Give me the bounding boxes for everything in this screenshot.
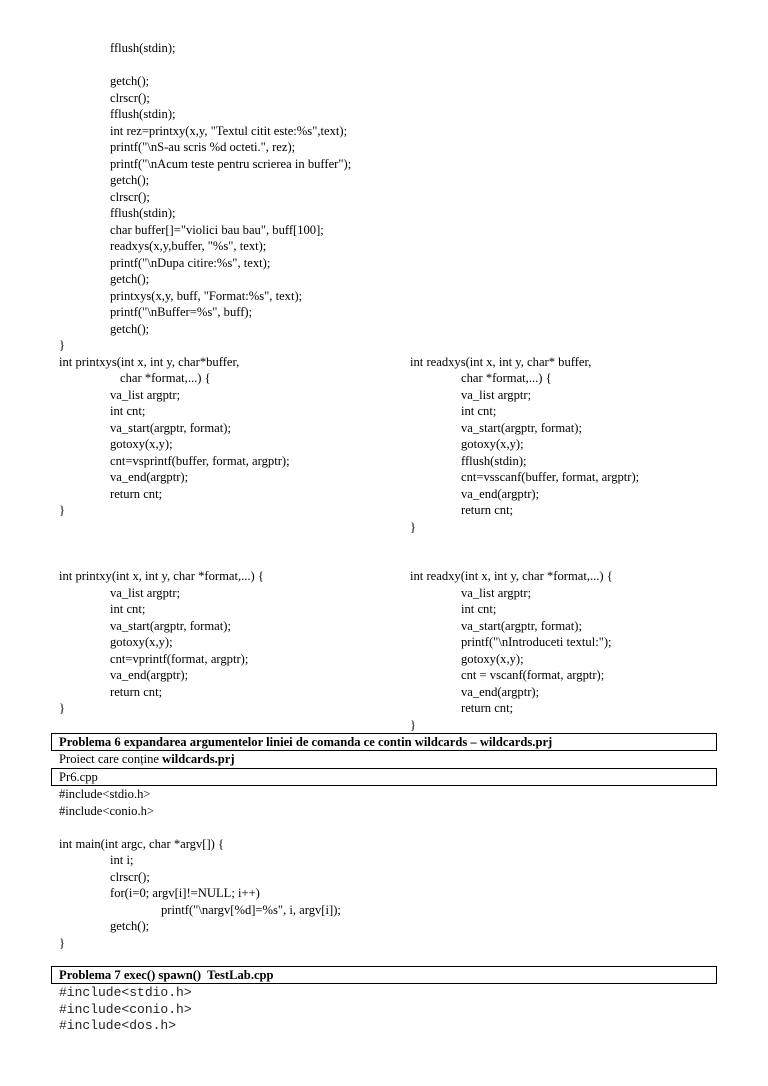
project-note-prefix: Proiect care conține (59, 752, 163, 766)
code-line: printxys(x,y, buff, "Format:%s", text); (110, 288, 303, 303)
closing-brace: } (410, 717, 417, 732)
code-line: for(i=0; argv[i]!=NULL; i++) (110, 886, 260, 900)
code-line: clrscr(); (110, 869, 150, 884)
code-line: #include<stdio.h> (59, 787, 151, 801)
code-line: va_list argptr; (110, 387, 181, 402)
code-line: getch(); (110, 74, 150, 88)
code-line: #include<dos.h> (59, 1018, 177, 1033)
code-line: int cnt; (110, 602, 146, 616)
function-header: int readxy(int x, int y, char *format,...) { (410, 569, 613, 583)
problem-7-title: Problema 7 exec() spawn() TestLab.cpp (59, 968, 274, 982)
code-line: printf("\nAcum teste pentru scrierea in buffer"); (110, 156, 352, 171)
code-line: int cnt; (461, 404, 497, 418)
code-line: int rez=printxy(x,y, "Textul citit este:%s",text); (110, 123, 348, 138)
code-line: int cnt; (110, 404, 146, 418)
problem-7-title-box (51, 966, 717, 984)
code-line: printf("\nBuffer=%s", buff); (110, 305, 253, 319)
code-line: gotoxy(x,y); (110, 635, 173, 649)
function-header: int readxys(int x, int y, char* buffer, (410, 354, 592, 369)
code-line: fflush(stdin); (110, 107, 176, 121)
code-line: va_list argptr; (461, 387, 532, 402)
function-header-cont: char *format,...) { (120, 371, 211, 385)
code-line: gotoxy(x,y); (110, 437, 173, 451)
closing-brace: } (410, 519, 417, 534)
code-line: clrscr(); (110, 90, 150, 105)
code-line: va_start(argptr, format); (110, 618, 231, 633)
code-line: va_end(argptr); (461, 486, 540, 501)
code-line: printf("\nS-au scris %d octeti.", rez); (110, 140, 296, 154)
code-line: cnt=vprintf(format, argptr); (110, 651, 249, 666)
code-line: getch(); (110, 919, 150, 933)
code-line: fflush(stdin); (461, 453, 527, 468)
code-line: gotoxy(x,y); (461, 437, 524, 451)
problem-6-title-box (51, 733, 717, 751)
code-line: printf("\nargv[%d]=%s", i, argv[i]); (161, 902, 341, 917)
code-line: cnt=vsscanf(buffer, format, argptr); (461, 470, 640, 484)
problem-6-title: Problema 6 expandarea argumentelor liniei de comanda ce contin wildcards – wildcards.prj (59, 735, 553, 749)
code-line: readxys(x,y,buffer, "%s", text); (110, 239, 267, 253)
code-line: fflush(stdin); (110, 41, 176, 55)
code-line: #include<stdio.h> (59, 985, 192, 1000)
code-line: fflush(stdin); (110, 206, 176, 220)
function-header-cont: char *format,...) { (461, 371, 552, 385)
closing-brace: } (59, 701, 66, 715)
project-name: wildcards.prj (162, 752, 235, 766)
code-line: return cnt; (110, 684, 163, 699)
code-line: va_end(argptr); (110, 470, 189, 484)
closing-brace: } (59, 503, 66, 517)
code-line: #include<conio.h> (59, 803, 154, 818)
code-line: getch(); (110, 321, 150, 336)
code-line: return cnt; (110, 486, 163, 501)
code-line: va_start(argptr, format); (110, 420, 231, 435)
code-line: clrscr(); (110, 189, 150, 204)
code-line: #include<conio.h> (59, 1001, 192, 1017)
code-line: int i; (110, 853, 134, 867)
code-line: va_list argptr; (461, 585, 532, 600)
code-line: printf("\nDupa citire:%s", text); (110, 255, 271, 270)
code-line: printf("\nIntroduceti textul:"); (461, 635, 612, 649)
code-line: return cnt; (461, 701, 514, 715)
closing-brace: } (59, 935, 66, 950)
code-line: va_end(argptr); (461, 684, 540, 699)
function-header: int printxys(int x, int y, char*buffer, (59, 354, 240, 369)
code-line: getch(); (110, 173, 150, 187)
code-line: cnt=vsprintf(buffer, format, argptr); (110, 453, 290, 468)
code-line: va_list argptr; (110, 585, 181, 600)
code-line: getch(); (110, 272, 150, 286)
code-line: gotoxy(x,y); (461, 651, 524, 666)
file-name-box (51, 768, 717, 786)
code-line: char buffer[]="violici bau bau", buff[100]; (110, 222, 324, 237)
code-line: int main(int argc, char *argv[]) { (59, 836, 225, 851)
code-line: va_start(argptr, format); (461, 420, 582, 435)
code-line: int cnt; (461, 602, 497, 616)
closing-brace: } (59, 338, 66, 352)
code-line: cnt = vscanf(format, argptr); (461, 668, 605, 682)
file-name: Pr6.cpp (59, 770, 98, 784)
project-note (59, 751, 235, 768)
code-line: va_end(argptr); (110, 668, 189, 682)
function-header: int printxy(int x, int y, char *format,...) { (59, 569, 264, 583)
code-line: return cnt; (461, 503, 514, 517)
code-line: va_start(argptr, format); (461, 618, 582, 633)
